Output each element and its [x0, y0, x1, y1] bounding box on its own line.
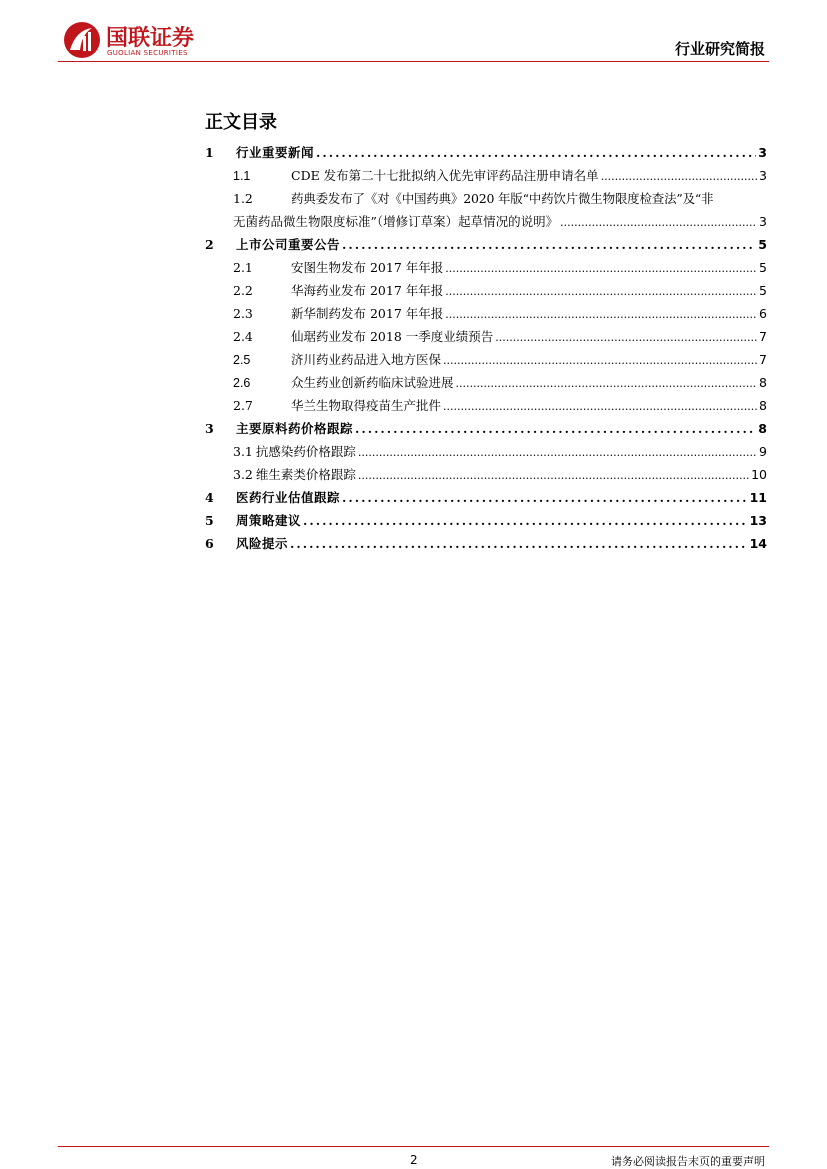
toc-entry-page: 11 — [749, 490, 767, 505]
toc-entry-text: 众生药业创新药临床试验进展 — [291, 375, 454, 390]
guolian-logo-icon — [62, 20, 102, 60]
toc-entry-3-1[interactable] — [205, 440, 767, 463]
toc-entry-number: 2.5 — [233, 353, 251, 367]
report-type: 行业研究简报 — [674, 40, 765, 58]
toc-entry-page: 13 — [749, 513, 767, 528]
toc-entry-number: 2.1 — [233, 260, 253, 275]
dot-leader — [445, 256, 757, 280]
dot-leader — [316, 141, 756, 164]
toc-entry-page: 5 — [758, 237, 767, 252]
toc-entry-2-6[interactable] — [205, 371, 767, 394]
toc-entry-text: 风险提示 — [236, 536, 289, 551]
dot-leader — [290, 532, 748, 555]
toc-entry-text: 安图生物发布 2017 年年报 — [291, 260, 444, 275]
toc-entry-text: 主要原料药价格跟踪 — [236, 421, 354, 436]
dot-leader — [358, 440, 757, 464]
dot-leader — [355, 417, 756, 440]
toc-entry-number: 3 — [205, 421, 214, 436]
toc-entry-text: CDE 发布第二十七批拟纳入优先审评药品注册申请名单 — [291, 168, 599, 183]
toc-entry-number: 6 — [205, 536, 214, 551]
toc-entry-page: 9 — [759, 444, 767, 459]
toc-entry-number: 1.2 — [233, 191, 253, 206]
toc-entry-text: 药典委发布了《对《中国药典》2020 年版“中药饮片微生物限度检查法”及“非 — [291, 191, 714, 206]
toc-entry-number: 1.1 — [233, 169, 251, 183]
dot-leader — [303, 509, 748, 532]
header-divider — [58, 61, 769, 62]
toc-entry-page: 5 — [759, 283, 767, 298]
toc-entry-number: 3.2 — [233, 467, 253, 482]
toc-entry-page: 6 — [759, 306, 767, 321]
toc-entry-1-2-continued[interactable] — [205, 210, 767, 233]
toc-entry-2-2[interactable] — [205, 279, 767, 302]
dot-leader — [560, 210, 757, 234]
toc-entry-4[interactable] — [205, 486, 767, 509]
dot-leader — [342, 233, 756, 256]
toc-entry-2[interactable] — [205, 233, 767, 256]
toc-entry-2-1[interactable] — [205, 256, 767, 279]
dot-leader — [358, 463, 749, 487]
dot-leader — [495, 325, 757, 349]
toc-entry-page: 14 — [749, 536, 767, 551]
dot-leader — [443, 394, 757, 418]
company-logo — [62, 20, 222, 62]
toc-entry-number: 3.1 — [233, 444, 253, 459]
toc-entry-1-2[interactable] — [205, 187, 767, 210]
toc-entry-2-5[interactable] — [205, 348, 767, 371]
toc-entry-text: 华兰生物取得疫苗生产批件 — [291, 398, 442, 413]
disclaimer-note: 请务必阅读报告末页的重要声明 — [611, 1155, 765, 1168]
toc-entry-text: 周策略建议 — [236, 513, 302, 528]
toc-entry-page: 8 — [758, 421, 767, 436]
toc-entry-2-4[interactable] — [205, 325, 767, 348]
toc-entry-text: 仙琚药业发布 2018 一季度业绩预告 — [291, 329, 494, 344]
toc-entry-page: 7 — [759, 329, 767, 344]
logo-english-name: GUOLIAN SECURITIES — [107, 49, 188, 57]
toc-entry-5[interactable] — [205, 509, 767, 532]
toc-title: 正文目录 — [205, 112, 277, 133]
toc-entry-1[interactable] — [205, 141, 767, 164]
dot-leader — [601, 164, 757, 188]
logo-chinese-name: 国联证券 — [106, 26, 195, 51]
toc-entry-page: 3 — [759, 214, 767, 229]
toc-entry-number: 2.7 — [233, 398, 253, 413]
toc-entry-2-3[interactable] — [205, 302, 767, 325]
toc-entry-page: 3 — [759, 168, 767, 183]
toc-entry-6[interactable] — [205, 532, 767, 555]
toc-entry-3[interactable] — [205, 417, 767, 440]
toc-entry-page: 8 — [759, 398, 767, 413]
toc-entry-page: 10 — [751, 467, 767, 482]
toc-entry-text: 抗感染药价格跟踪 — [255, 444, 356, 459]
dot-leader — [445, 302, 757, 326]
toc-entry-text: 医药行业估值跟踪 — [236, 490, 341, 505]
toc-entry-1-1[interactable] — [205, 164, 767, 187]
toc-entry-page: 8 — [759, 375, 767, 390]
dot-leader — [445, 279, 757, 303]
toc-entry-text: 济川药业药品进入地方医保 — [291, 352, 442, 367]
page-number: 2 — [410, 1153, 418, 1167]
dot-leader — [443, 348, 757, 372]
toc-entry-page: 7 — [759, 352, 767, 367]
toc-entry-number: 2.6 — [233, 376, 251, 390]
toc-entry-number: 2 — [205, 237, 214, 252]
toc-entry-number: 2.3 — [233, 306, 253, 321]
footer-divider — [58, 1146, 769, 1147]
dot-leader — [456, 371, 758, 395]
toc-entry-text: 上市公司重要公告 — [236, 237, 341, 252]
toc-entry-number: 1 — [205, 145, 214, 160]
dot-leader — [342, 486, 748, 509]
table-of-contents — [205, 141, 767, 555]
toc-entry-page: 5 — [759, 260, 767, 275]
toc-entry-number: 5 — [205, 513, 214, 528]
toc-entry-text-continued: 无菌药品微生物限度标准”（增修订草案）起草情况的说明》 — [233, 214, 559, 229]
toc-entry-2-7[interactable] — [205, 394, 767, 417]
toc-entry-text: 维生素类价格跟踪 — [255, 467, 356, 482]
toc-entry-text: 行业重要新闻 — [236, 145, 315, 160]
toc-entry-text: 华海药业发布 2017 年年报 — [291, 283, 444, 298]
toc-entry-3-2[interactable] — [205, 463, 767, 486]
toc-entry-page: 3 — [758, 145, 767, 160]
toc-entry-number: 2.2 — [233, 283, 253, 298]
toc-entry-number: 2.4 — [233, 329, 253, 344]
toc-entry-text: 新华制药发布 2017 年年报 — [291, 306, 444, 321]
toc-entry-number: 4 — [205, 490, 214, 505]
